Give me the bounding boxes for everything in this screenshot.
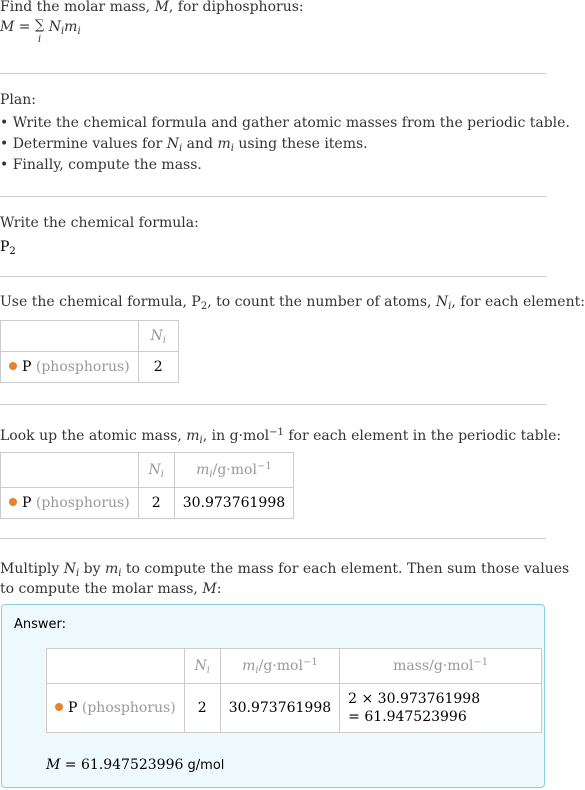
- table-header-cell: [1, 453, 139, 488]
- molar-mass-formula: M = ∑ i $N_im_i$: [0, 18, 81, 45]
- multiply-line-2: to compute the molar mass, M:: [0, 581, 222, 597]
- atomic-mass-cell: 30.973761998: [174, 488, 293, 519]
- table-header-cell: $N_i$: [138, 453, 174, 488]
- intro-prompt: Find the molar mass, M, for diphosphorus:: [0, 0, 304, 15]
- table-header-cell: [1, 321, 139, 352]
- phosphorus-dot-icon: [9, 498, 17, 506]
- mass-cell: 2 × 30.973761998 = 61.947523996: [340, 684, 542, 733]
- plan-bullet-1: • Write the chemical formula and gather atomic masses from the periodic table.: [0, 115, 570, 131]
- answer-table: [46, 648, 542, 733]
- mass-description: Look up the atomic mass, $m_i$, in g·mol$^{-1}$ for each element in the periodic table:: [0, 427, 562, 446]
- atom-count-table: [0, 320, 179, 383]
- atomic-mass-table: [0, 452, 294, 519]
- table-row: [47, 684, 542, 733]
- table-header-cell: mass/g·mol$^{-1}$: [340, 649, 542, 684]
- table-header-row: [47, 649, 542, 684]
- table-header-cell: $N_i$: [138, 321, 178, 352]
- element-cell: P (phosphorus): [1, 352, 139, 383]
- plan-bullet-3: • Finally, compute the mass.: [0, 157, 202, 173]
- atomic-mass-cell: 30.973761998: [220, 684, 339, 733]
- molar-mass-result: M = 61.947523996 g/mol: [46, 757, 225, 773]
- divider: [0, 276, 546, 277]
- phosphorus-dot-icon: [55, 703, 63, 711]
- phosphorus-dot-icon: [9, 362, 17, 370]
- count-cell: 2: [138, 352, 178, 383]
- table-header-cell: $N_i$: [184, 649, 220, 684]
- formula-heading: Write the chemical formula:: [0, 215, 199, 231]
- table-header-cell: $m_i/g\cdot mol^{-1}$: [220, 649, 339, 684]
- count-description: Use the chemical formula, $P_2$, to count the number of atoms, $N_i$, for each element:: [0, 294, 585, 312]
- divider: [0, 73, 546, 74]
- table-header-row: [1, 453, 294, 488]
- table-header-cell: [47, 649, 185, 684]
- sum-symbol: ∑: [34, 18, 45, 33]
- plan-heading: Plan:: [0, 92, 36, 108]
- divider: [0, 196, 546, 197]
- multiply-line-1: Multiply $N_i$ by $m_i$ to compute the mass for each element. Then sum those values: [0, 561, 570, 579]
- table-header-row: [1, 321, 179, 352]
- answer-box: [1, 604, 545, 788]
- count-cell: 2: [138, 488, 174, 519]
- divider: [0, 538, 546, 539]
- count-cell: 2: [184, 684, 220, 733]
- element-cell: P (phosphorus): [1, 488, 139, 519]
- chemical-formula: $P_2$: [0, 239, 16, 257]
- answer-label: Answer:: [14, 617, 67, 632]
- plan-bullet-2: • Determine values for $N_i$ and $m_i$ using these items.: [0, 136, 368, 154]
- table-row: [1, 488, 294, 519]
- element-cell: P (phosphorus): [47, 684, 185, 733]
- divider: [0, 404, 546, 405]
- table-header-cell: $m_i/g\cdot mol^{-1}$: [174, 453, 293, 488]
- table-row: [1, 352, 179, 383]
